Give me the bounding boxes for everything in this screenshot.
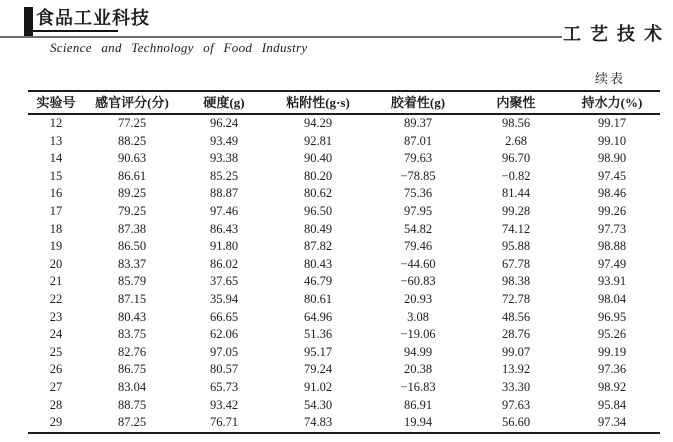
table-cell: 88.75 bbox=[117, 397, 147, 412]
table-cell: 93.49 bbox=[209, 133, 239, 148]
table-cell: 20.38 bbox=[403, 362, 433, 377]
table-cell: 91.80 bbox=[209, 239, 239, 254]
table-cell: 37.65 bbox=[209, 274, 239, 289]
table-cell: 93.91 bbox=[597, 274, 627, 289]
table-cell: 23 bbox=[49, 309, 63, 324]
table-cell: 93.42 bbox=[209, 397, 239, 412]
table-cell: −16.83 bbox=[400, 379, 436, 394]
table-row bbox=[28, 361, 660, 379]
table-header-row bbox=[28, 91, 660, 114]
table-row bbox=[28, 203, 660, 221]
table-cell: 99.17 bbox=[597, 116, 627, 130]
table-cell: 98.38 bbox=[501, 274, 531, 289]
table-cell: 18 bbox=[49, 221, 63, 236]
table-cell: 26 bbox=[49, 362, 63, 377]
table-cell: −60.83 bbox=[400, 274, 436, 289]
table-cell: 79.25 bbox=[117, 203, 147, 218]
table-cell: 96.95 bbox=[597, 309, 627, 324]
table-cell: 19 bbox=[49, 239, 63, 254]
table-cell: 64.96 bbox=[303, 309, 333, 324]
table-cell: 87.25 bbox=[117, 415, 147, 430]
table-row bbox=[28, 344, 660, 362]
table-cell: 14 bbox=[49, 151, 63, 166]
table-cell: 28 bbox=[49, 397, 63, 412]
table-cell: 19.94 bbox=[403, 415, 433, 430]
table-cell: 93.38 bbox=[209, 151, 239, 166]
table-cell: 98.04 bbox=[597, 291, 627, 306]
column-header-water-holding: 持水力(%) bbox=[564, 91, 660, 114]
table-cell: 85.79 bbox=[117, 274, 147, 289]
continued-table-label: 续表 bbox=[595, 71, 626, 86]
table-cell: 75.36 bbox=[403, 186, 433, 201]
table-cell: 99.19 bbox=[597, 344, 627, 359]
table-row bbox=[28, 168, 660, 186]
table-row bbox=[28, 114, 660, 133]
table-cell: 94.99 bbox=[403, 344, 433, 359]
column-header-sensory-score: 感官评分(分) bbox=[84, 91, 180, 114]
table-cell: 86.91 bbox=[403, 397, 433, 412]
table-cell: 80.43 bbox=[117, 309, 147, 324]
table-cell: 96.70 bbox=[501, 151, 531, 166]
table-cell: 96.24 bbox=[209, 116, 239, 130]
column-header-experiment-no: 实验号 bbox=[28, 91, 84, 114]
table-cell: 99.10 bbox=[597, 133, 627, 148]
table-row bbox=[28, 133, 660, 151]
table-cell: 62.06 bbox=[209, 327, 239, 342]
table-cell: 20.93 bbox=[403, 291, 433, 306]
logo-underline bbox=[33, 30, 118, 32]
table-row bbox=[28, 256, 660, 274]
table-cell: 2.68 bbox=[505, 133, 527, 148]
table-cell: 77.25 bbox=[117, 116, 147, 130]
table-cell: 74.83 bbox=[303, 415, 333, 430]
table-cell: 97.63 bbox=[501, 397, 531, 412]
table-row bbox=[28, 273, 660, 291]
table-cell: 87.15 bbox=[117, 291, 147, 306]
table-cell: 15 bbox=[49, 168, 63, 183]
table-cell: 99.28 bbox=[501, 203, 531, 218]
table-cell: 97.34 bbox=[597, 415, 627, 430]
table-cell: 86.50 bbox=[117, 239, 147, 254]
table-cell: 25 bbox=[49, 344, 63, 359]
column-header-cohesiveness: 内聚性 bbox=[468, 91, 564, 114]
table-cell: 97.05 bbox=[209, 344, 239, 359]
table-cell: 13.92 bbox=[501, 362, 531, 377]
table-cell: 80.61 bbox=[303, 291, 333, 306]
table-cell: 90.63 bbox=[117, 151, 147, 166]
table-cell: 54.82 bbox=[403, 221, 433, 236]
table-cell: 99.26 bbox=[597, 203, 627, 218]
table-cell: 76.71 bbox=[209, 415, 239, 430]
table-cell: −44.60 bbox=[400, 256, 436, 271]
table-cell: 95.26 bbox=[597, 327, 627, 342]
table-cell: 89.37 bbox=[403, 116, 433, 130]
table-cell: 96.50 bbox=[303, 203, 333, 218]
table-cell: 17 bbox=[49, 203, 63, 218]
table-cell: −78.85 bbox=[400, 168, 436, 183]
table-cell: 33.30 bbox=[501, 379, 531, 394]
table-row bbox=[28, 397, 660, 415]
table-cell: 97.73 bbox=[597, 221, 627, 236]
table-cell: 92.81 bbox=[303, 133, 333, 148]
table-cell: 86.43 bbox=[209, 221, 239, 236]
table-cell: 83.37 bbox=[117, 256, 147, 271]
table-cell: 54.30 bbox=[303, 397, 333, 412]
table-row bbox=[28, 326, 660, 344]
table-cell: 98.88 bbox=[597, 239, 627, 254]
table-cell: 80.62 bbox=[303, 186, 333, 201]
table-cell: 35.94 bbox=[209, 291, 239, 306]
table-cell: 27 bbox=[49, 379, 63, 394]
table-cell: 98.92 bbox=[597, 379, 627, 394]
table-cell: 80.20 bbox=[303, 168, 333, 183]
table-cell: 80.49 bbox=[303, 221, 333, 236]
table-cell: 97.36 bbox=[597, 362, 627, 377]
table-row bbox=[28, 291, 660, 309]
table-cell: 79.63 bbox=[403, 151, 433, 166]
masthead-rule bbox=[0, 36, 562, 38]
table-cell: 21 bbox=[49, 274, 63, 289]
table-cell: 88.25 bbox=[117, 133, 147, 148]
table-cell: −19.06 bbox=[400, 327, 436, 342]
table-cell: 99.07 bbox=[501, 344, 531, 359]
table-cell: 28.76 bbox=[501, 327, 531, 342]
journal-logo-english: Science and Technology of Food Industry bbox=[50, 40, 308, 55]
table-cell: 13 bbox=[49, 133, 63, 148]
table-cell: 87.38 bbox=[117, 221, 147, 236]
table-cell: 22 bbox=[49, 291, 63, 306]
column-header-gumminess: 胶着性(g) bbox=[368, 91, 468, 114]
table-cell: 12 bbox=[49, 116, 63, 130]
table-cell: 80.57 bbox=[209, 362, 239, 377]
table-cell: 91.02 bbox=[303, 379, 333, 394]
table-row bbox=[28, 238, 660, 256]
table-cell: 98.56 bbox=[501, 116, 531, 130]
table-row bbox=[28, 150, 660, 168]
table-cell: 72.78 bbox=[501, 291, 531, 306]
table-cell: 81.44 bbox=[501, 186, 531, 201]
table-cell: 79.24 bbox=[303, 362, 333, 377]
table-cell: 83.04 bbox=[117, 379, 147, 394]
table-cell: 3.08 bbox=[407, 309, 429, 324]
table-cell: 85.25 bbox=[209, 168, 239, 183]
table-cell: 86.61 bbox=[117, 168, 147, 183]
table-cell: 79.46 bbox=[403, 239, 433, 254]
table-cell: 66.65 bbox=[209, 309, 239, 324]
table-header bbox=[28, 91, 660, 114]
table-cell: 94.29 bbox=[303, 116, 333, 130]
section-title: 工艺技术 bbox=[563, 24, 671, 44]
table-cell: 48.56 bbox=[501, 309, 531, 324]
results-table bbox=[28, 90, 660, 434]
table-cell: 90.40 bbox=[303, 151, 333, 166]
table-cell: 74.12 bbox=[501, 221, 531, 236]
table-cell: 29 bbox=[49, 415, 63, 430]
table-cell: 20 bbox=[49, 256, 63, 271]
table-cell: 46.79 bbox=[303, 274, 333, 289]
table-row bbox=[28, 221, 660, 239]
table-row bbox=[28, 309, 660, 327]
column-header-hardness: 硬度(g) bbox=[180, 91, 268, 114]
table-cell: 98.90 bbox=[597, 151, 627, 166]
table-cell: −0.82 bbox=[501, 168, 531, 183]
table-cell: 88.87 bbox=[209, 186, 239, 201]
table-body bbox=[28, 114, 660, 433]
logo-bar bbox=[24, 7, 33, 38]
column-header-adhesiveness: 粘附性(g·s) bbox=[268, 91, 368, 114]
journal-logo-chinese: 食品工业科技 bbox=[36, 8, 150, 28]
table-cell: 95.88 bbox=[501, 239, 531, 254]
table-cell: 83.75 bbox=[117, 327, 147, 342]
table-row bbox=[28, 379, 660, 397]
table-cell: 56.60 bbox=[501, 415, 531, 430]
table-cell: 51.36 bbox=[303, 327, 333, 342]
table-cell: 16 bbox=[49, 186, 63, 201]
table-row bbox=[28, 185, 660, 203]
table-cell: 65.73 bbox=[209, 379, 239, 394]
table-cell: 82.76 bbox=[117, 344, 147, 359]
table-cell: 87.82 bbox=[303, 239, 333, 254]
table-row bbox=[28, 414, 660, 433]
table-cell: 67.78 bbox=[501, 256, 531, 271]
table-cell: 86.02 bbox=[209, 256, 239, 271]
table-cell: 24 bbox=[49, 327, 63, 342]
table-cell: 98.46 bbox=[597, 186, 627, 201]
table-cell: 89.25 bbox=[117, 186, 147, 201]
table-cell: 97.95 bbox=[403, 203, 433, 218]
table-cell: 97.45 bbox=[597, 168, 627, 183]
table-cell: 86.75 bbox=[117, 362, 147, 377]
table-cell: 95.17 bbox=[303, 344, 333, 359]
table-cell: 97.46 bbox=[209, 203, 239, 218]
table-cell: 95.84 bbox=[597, 397, 627, 412]
table-cell: 80.43 bbox=[303, 256, 333, 271]
table-cell: 97.49 bbox=[597, 256, 627, 271]
table-cell: 87.01 bbox=[403, 133, 433, 148]
